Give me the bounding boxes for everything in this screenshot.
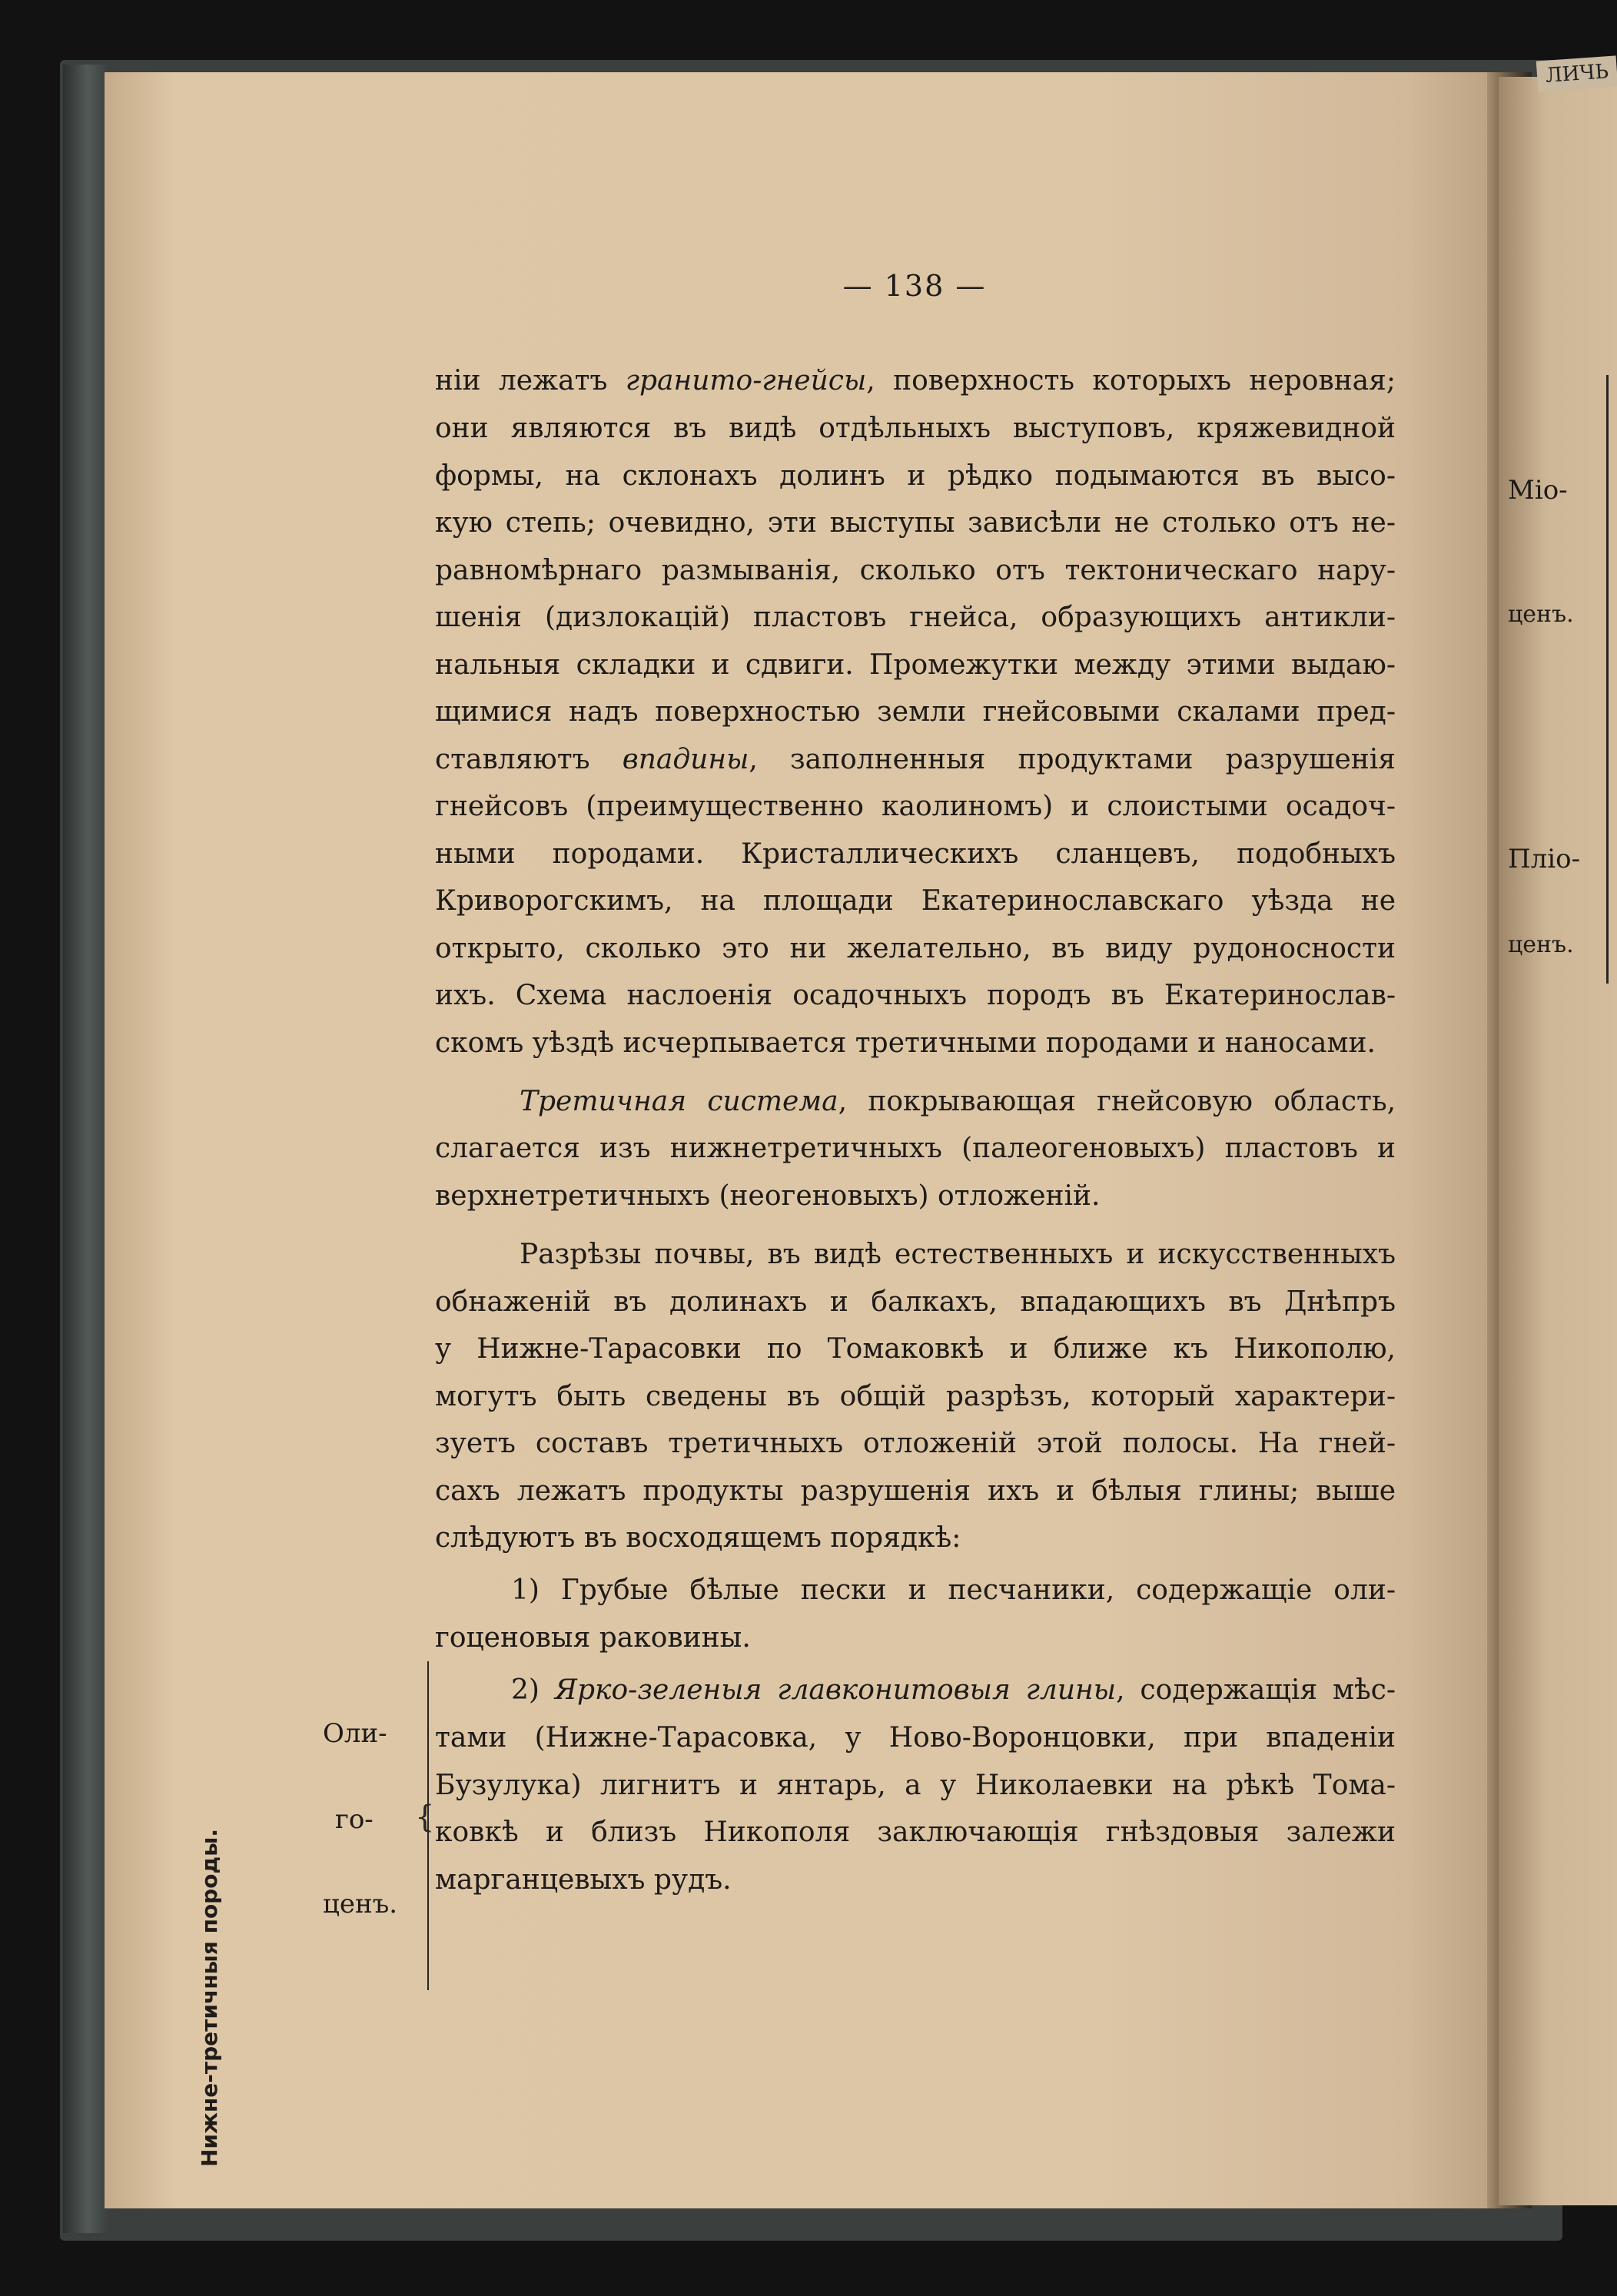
- spine-label: ЛИЧЬ: [1536, 55, 1617, 91]
- line-text: Бузулука) лигнитъ и янтарь, а у Николаевки на рѣкѣ Тома-: [435, 1770, 1396, 1801]
- line-text: открыто, сколько это ни желательно, въ виду рудоносности: [435, 933, 1396, 964]
- line-text: зуетъ составъ третичныхъ отложеній этой полосы. На гней-: [435, 1428, 1396, 1459]
- line-text-rest: , содержащія мѣс-: [1116, 1674, 1396, 1706]
- text-line: [435, 649, 1396, 682]
- text-line: [435, 1769, 1396, 1803]
- emphasis-text: гранито-гнейсы: [625, 365, 867, 396]
- line-text: кую степь; очевидно, эти выступы зависѣли не столько отъ не-: [435, 507, 1396, 539]
- text-line: [435, 1475, 1396, 1508]
- text-line: [435, 1521, 1396, 1555]
- text-line: [435, 1132, 1396, 1166]
- text-line: [511, 1674, 1396, 1707]
- text-line: [435, 743, 1396, 777]
- text-line: [435, 1286, 1396, 1319]
- cover-edge: [63, 65, 108, 2233]
- line-text: 1) Грубые бѣлые пески и песчаники, содержащіе оли-: [511, 1574, 1396, 1606]
- margin-pliocene-2: ценъ.: [1508, 931, 1574, 958]
- emphasis-text: Третичная система: [520, 1086, 838, 1117]
- line-text: обнаженій въ долинахъ и балкахъ, впадающихъ въ Днѣпръ: [435, 1286, 1396, 1318]
- margin-miocene-2: ценъ.: [1508, 601, 1574, 628]
- text-line: [435, 695, 1396, 729]
- facing-page-edge: [1499, 77, 1617, 2205]
- line-text: ихъ. Схема наслоенія осадочныхъ породъ въ Екатеринослав-: [435, 980, 1396, 1011]
- line-text: гоценовыя раковины.: [435, 1622, 751, 1654]
- text-line: [435, 884, 1396, 918]
- line-text: ковкѣ и близъ Никополя заключающія гнѣздовыя залежи: [435, 1817, 1396, 1848]
- text-line: [511, 1574, 1396, 1608]
- text-line: [435, 1332, 1396, 1366]
- line-text: равномѣрнаго размыванія, сколько отъ тектоническаго нару-: [435, 555, 1396, 586]
- text-line: [435, 1816, 1396, 1850]
- line-text: 2): [511, 1674, 555, 1706]
- line-text: верхнетретичныхъ (неогеновыхъ) отложеній.: [435, 1180, 1101, 1212]
- right-brace-bar-2: [1606, 784, 1609, 984]
- emphasis-text: Ярко-зеленыя главконитовыя глины: [554, 1674, 1117, 1706]
- line-text: шенія (дизлокацій) пластовъ гнейса, образующихъ антикли-: [435, 602, 1396, 633]
- line-text: сахъ лежатъ продукты разрушенія ихъ и бѣлыя глины; выше: [435, 1475, 1396, 1507]
- text-line: [435, 932, 1396, 966]
- text-line: [435, 1027, 1396, 1060]
- brace-icon: {: [415, 1800, 435, 1835]
- page-number: — 138 —: [842, 269, 987, 303]
- line-text: гнейсовъ (преимущественно каолиномъ) и слоистыми осадоч-: [435, 791, 1396, 822]
- line-text: слѣдуютъ въ восходящемъ порядкѣ:: [435, 1522, 961, 1554]
- emphasis-text: впадины: [622, 744, 749, 775]
- line-text-rest: , заполненныя продуктами разрушенія: [749, 744, 1396, 775]
- line-text: слагается изъ нижнетретичныхъ (палеогеновыхъ) пластовъ и: [435, 1133, 1396, 1164]
- line-text: щимися надъ поверхностью земли гнейсовыми скалами пред-: [435, 696, 1396, 728]
- text-line: [435, 1621, 1396, 1655]
- margin-pliocene-1: Пліо-: [1508, 844, 1581, 874]
- margin-oligocene-2: го-: [335, 1804, 374, 1835]
- line-text: ніи лежатъ: [435, 365, 626, 396]
- line-text: марганцевыхъ рудъ.: [435, 1864, 732, 1896]
- text-line: [435, 1380, 1396, 1414]
- line-text: ными породами. Кристаллическихъ сланцевъ, подобныхъ: [435, 838, 1396, 870]
- text-line: [435, 460, 1396, 493]
- line-text: у Нижне-Тарасовки по Томаковкѣ и ближе къ Никополю,: [435, 1333, 1396, 1365]
- text-line: [435, 412, 1396, 446]
- line-text: тами (Нижне-Тарасовка, у Ново-Воронцовки, при впаденіи: [435, 1722, 1396, 1754]
- text-line: [435, 1721, 1396, 1755]
- side-heading-lower-tertiary: Нижне-третичныя породы.: [197, 1828, 222, 2167]
- line-text: Криворогскимъ, на площади Екатеринославскаго уѣзда не: [435, 885, 1396, 917]
- line-text: Разрѣзы почвы, въ видѣ естественныхъ и искусственныхъ: [520, 1239, 1396, 1270]
- margin-miocene-1: Міо-: [1508, 475, 1568, 506]
- line-text: они являются въ видѣ отдѣльныхъ выступовъ, кряжевидной: [435, 413, 1396, 444]
- text-line: [435, 1180, 1396, 1213]
- line-text-rest: , покрывающая гнейсовую область,: [838, 1086, 1396, 1117]
- line-text: могутъ быть сведены въ общій разрѣзъ, который характери-: [435, 1381, 1396, 1412]
- text-line: [520, 1085, 1396, 1119]
- text-line: [435, 838, 1396, 871]
- margin-oligocene-1: Оли-: [323, 1718, 387, 1749]
- line-text: ставляютъ: [435, 744, 623, 775]
- text-line: [435, 506, 1396, 540]
- margin-oligocene-3: ценъ.: [323, 1889, 398, 1919]
- text-line: [435, 601, 1396, 635]
- text-line: [435, 790, 1396, 824]
- text-line: [435, 554, 1396, 588]
- line-text: формы, на склонахъ долинъ и рѣдко подымаются въ высо-: [435, 460, 1396, 492]
- line-text-rest: , поверхность которыхъ неровная;: [866, 365, 1396, 396]
- line-text: скомъ уѣздѣ исчерпывается третичными породами и наносами.: [435, 1027, 1376, 1059]
- line-text: нальныя складки и сдвиги. Промежутки между этими выдаю-: [435, 649, 1396, 681]
- text-line: [520, 1238, 1396, 1272]
- text-line: [435, 979, 1396, 1013]
- text-line: [435, 1863, 1396, 1897]
- text-line: [435, 1427, 1396, 1461]
- text-line: [435, 364, 1396, 398]
